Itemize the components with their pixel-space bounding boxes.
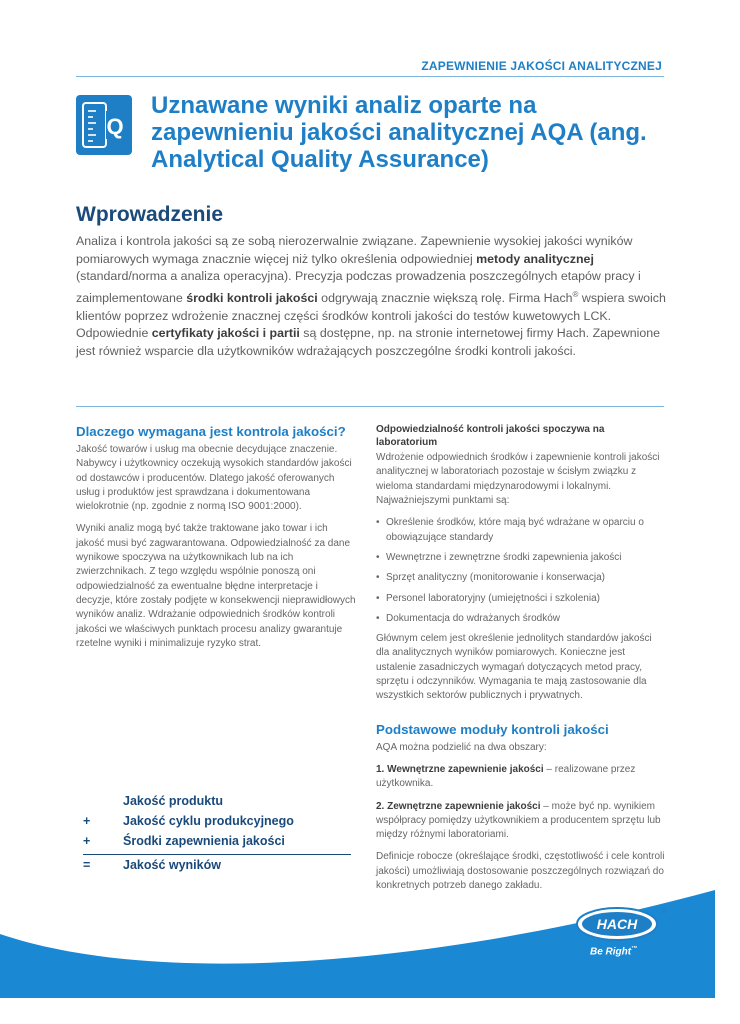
intro-heading: Wprowadzenie	[76, 203, 224, 226]
definitions-paragraph: Definicje robocze (określające środki, częstotliwość i cele kontroli jakości) umożliwiają dostosowanie poszczególnych rozwiązań do konkretnych potrzeb danego zakładu.	[376, 851, 665, 892]
page-title: Uznawane wyniki analiz oparte na zapewnieniu jakości analitycznej AQA (ang. Analytical Quality Assurance)	[151, 92, 647, 173]
lab-responsibility-heading: Odpowiedzialność kontroli jakości spoczywa na laboratorium	[376, 424, 605, 448]
external-qa-item: 2. Zewnętrzne zapewnienie jakości – może być np. wynikiem współpracy pomiędzy użytkownikiem a producentem sprzętu lub między różnymi laboratoriami.	[376, 800, 661, 841]
quality-equation	[83, 794, 351, 878]
why-qc-heading: Dlaczego wymagana jest kontrola jakości?	[76, 424, 346, 439]
list-item: • Dokumentacja do wdrażanych środków	[376, 612, 666, 626]
hach-logo	[570, 900, 680, 970]
why-qc-paragraph-1: Jakość towarów i usług ma obecnie decydujące znaczenie. Nabywcy i użytkownicy oczekują wysokich standardów jakości od dostawców i producentów. Dlatego jakość oferowanych usług i produktów jest sprawdzana i dokumentowana wielokrotnie (np. zgodnie z normą ISO 9001:2000).	[76, 444, 352, 513]
section-label: ZAPEWNIENIE JAKOŚCI ANALITYCZNEJ	[421, 59, 662, 73]
brand-name: HACH	[596, 916, 638, 932]
header-divider	[76, 76, 664, 77]
internal-qa-item: 1. Wewnętrzne zapewnienie jakości – realizowane przez użytkownika.	[376, 763, 636, 790]
svg-text:Q: Q	[106, 114, 124, 139]
list-item: • Wewnętrzne i zewnętrzne środki zapewnienia jakości	[376, 551, 666, 565]
modules-heading: Podstawowe moduły kontroli jakości	[376, 721, 609, 737]
svg-text:®: ®	[661, 909, 667, 916]
list-item: • Personel laboratoryjny (umiejętności i szkolenia)	[376, 592, 666, 606]
lab-responsibility-paragraph: Wdrożenie odpowiednich środków i zapewnienie kontroli jakości analitycznej w laboratoriach pozostaje w ścisłym związku z wieloma standardami międzynarodowymi i lokalnymi. Najważniejszymi punktami są:	[376, 452, 660, 507]
equation-row: Jakość produktu	[123, 794, 224, 808]
equation-row: + Jakość cyklu produkcyjnego	[83, 814, 294, 828]
equation-row: = Jakość wyników	[83, 858, 221, 872]
left-column	[76, 424, 356, 659]
modules-intro: AQA można podzielić na dwa obszary:	[376, 741, 547, 753]
equation-row: + Środki zapewnienia jakości	[83, 834, 351, 855]
main-goal-paragraph: Głównym celem jest określenie jednolitych standardów jakości dla analitycznych wyników pomiarowych. Konieczne jest ustalenie zasadniczych wymagań dotyczących metod pracy, sprzętu i odczynników. Wymagania te mają zastosowanie dla wszystkich sektorów publicznych i prywatnych.	[376, 633, 652, 702]
quality-q-icon	[76, 95, 132, 155]
right-column	[376, 424, 666, 901]
key-points-list	[376, 516, 666, 626]
list-item: • Sprzęt analityczny (monitorowanie i konserwacja)	[376, 571, 666, 585]
list-item: • Określenie środków, które mają być wdrażane w oparciu o obowiązujące standardy	[376, 516, 666, 545]
section-divider	[76, 406, 664, 407]
intro-paragraph: Analiza i kontrola jakości są ze sobą nierozerwalnie związane. Zapewnienie wysokiej jakości wyników pomiarowych wymaga znacznie więcej niż tylko określenia odpowiedniej metody analitycznej (standard/norma a analiza operacyjna). Precyzja podczas prowadzenia poszczególnych etapów pracy i zaimplementowane środki kontroli jakości odgrywają znacznie większą rolę. Firma Hach® wspiera swoich klientów poprzez wdrożenie znacznej części środków kontroli jakości do testów kuwetowych LCK. Odpowiednie certyfikaty jakości i partii są dostępne, np. na stronie internetowej firmy Hach. Zapewnione jest również wsparcie dla użytkowników wdrażających poszczególne środki kontroli jakości.	[76, 234, 666, 358]
why-qc-paragraph-2: Wyniki analiz mogą być także traktowane jako towar i ich jakość musi być zagwarantowana. Odpowiedzialność za dane wynikowe spoczywa na użytkownikach lub na ich zwierzchnikach. Z tego względu wspólnie ponoszą oni odpowiedzialność za ewentualne błędne interpretacje i decyzje, które zostały podjęte w konsekwencji nieprawidłowych wyników analiz. Wdrażanie odpowiednich środków kontroli jakości we właściwych punktach procesu analizy gwarantuje rzetelne wyniki i minimalizuje ryzyko strat.	[76, 523, 356, 649]
slogan: Be Right™	[590, 946, 638, 958]
